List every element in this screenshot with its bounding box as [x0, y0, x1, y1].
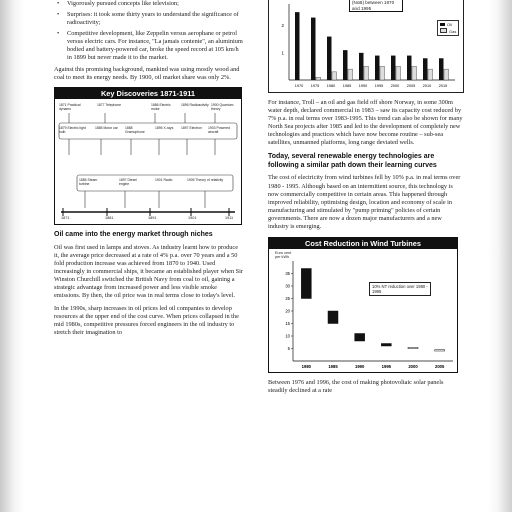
y-tick-label: 25	[285, 295, 290, 301]
page-edge-shadow	[488, 0, 512, 512]
timeline-label: 1877 Telephone	[97, 103, 122, 108]
x-tick-label: 1990	[355, 363, 365, 369]
paragraph: The cost of electricity from wind turbines fell by 10% p.a. in real terms over 1980 - 1995. Although based on an intermittent source, this technology is now commercially competitive in certain areas. This happened through improved reliability, optimising design, location and economy of scale in manufacturing and stimulated by "pump priming" policies of certain governments. There are now a dozen major manufacturers and a new industry is emerging.	[268, 174, 461, 230]
timeline-label: 1897 Diesel engine	[119, 178, 137, 187]
x-tick-label: 1985	[342, 84, 352, 88]
x-tick-label: 1995	[374, 84, 384, 88]
bar-oil	[439, 58, 444, 80]
y-tick-label: 30	[285, 283, 290, 289]
bullet-item: • Vigorously pursued concepts like television;	[54, 0, 244, 8]
timeline-diagram	[55, 99, 241, 223]
page-edge-shadow	[0, 0, 24, 512]
cost-range-bar	[328, 311, 338, 324]
axis-year: 1901	[188, 216, 197, 221]
x-tick-label: 2000	[408, 363, 418, 369]
paragraph: Oil was first used in lamps and stoves. As industry learnt how to produce it, the average price decreased at a rate of 4% p.a. over 70 years and a 50 fold production increase was achieved from 1870 to 1940. Used increasingly in commercial ships, it became an established player when Sir Winston Churchill switched the British Navy from coal to oil, gaining a strategic advantage from increased power and less visible smoke emissions. By then, the oil price was in real terms close to today's level.	[54, 244, 244, 300]
x-tick-label: 1975	[310, 84, 320, 88]
axis-year: 1881	[105, 216, 114, 221]
y-tick-label: 10	[285, 333, 290, 339]
x-tick-label: 1995	[381, 363, 391, 369]
key-discoveries-figure	[54, 87, 242, 225]
bar-oil	[295, 12, 300, 80]
paragraph: For instance, Troll – an oil and gas field off shore Norway, in some 300m water depth, declared commercial in 1983 – saw its capacity cost reduced by 7% p.a. in real terms over 1983-1995. This trend can also be shown for many North Sea projects after 1985 and led to the development of completely new technologies and practices which have now become routine – sub-sea satellites, unmanned platforms, long range deviated wells.	[268, 99, 463, 147]
figure-title: Cost Reduction in Wind Turbines	[269, 238, 457, 249]
bar-oil	[423, 58, 428, 80]
timeline-label: 1886 Electric motor	[151, 103, 171, 112]
timeline-label: 1896 Radioactivity	[181, 103, 209, 108]
x-tick-label: 1985	[328, 363, 338, 369]
x-tick-label: 1980	[326, 84, 336, 88]
bar-gas	[364, 66, 369, 80]
cost-range-bar	[355, 333, 365, 341]
timeline-label: 1905 Theory of relativity	[187, 178, 224, 183]
y-tick-label: 2	[281, 23, 284, 29]
figure-title: Key Discoveries 1871-1911	[55, 88, 241, 99]
bar-gas	[348, 69, 353, 80]
chart-annotation: (NoB) between 1970 and 1995	[349, 0, 403, 12]
x-tick-label: 2015	[438, 84, 448, 88]
bar-oil	[327, 37, 332, 80]
y-tick-label: 5	[287, 345, 290, 351]
paragraph: In the 1990s, sharp increases in oil prices led oil companies to develop resources at the upper end of the cost curve. When prices collapsed in the mid 1980s, competitive pressures forced engineers in the oil industry to stretch their imagination to	[54, 305, 239, 337]
x-tick-label: 2010	[422, 84, 432, 88]
bar-gas	[332, 72, 337, 80]
timeline-label: 1888 Gramophone	[125, 126, 145, 135]
x-tick-label: 1970	[294, 84, 304, 88]
bullet-list	[54, 0, 244, 62]
paragraph: Against this promising background, mankind was using mostly wood and coal to meet its energy needs. By 1900, oil market share was only 2%.	[54, 66, 240, 82]
axis-year: 1911	[225, 216, 234, 221]
chart-legend	[437, 20, 459, 36]
timeline-label: 1895 X-rays	[155, 126, 174, 131]
cost-range-bar	[381, 343, 391, 346]
legend-gas: Gas	[440, 28, 456, 35]
section-heading: Today, several renewable energy technologies are following a similar path down their learning curves	[268, 153, 437, 169]
x-tick-label: 1990	[358, 84, 368, 88]
chart-ylabel: Euro cent per kWh	[275, 250, 292, 260]
wind-cost-figure	[268, 237, 458, 373]
section-heading: Oil came into the energy market through niches	[54, 231, 213, 239]
y-tick-label: 20	[285, 308, 290, 314]
legend-oil: Oil	[440, 22, 456, 28]
cost-range-bar	[435, 350, 445, 351]
cost-range-bar	[301, 268, 311, 298]
bar-oil	[359, 53, 364, 80]
y-tick-label: 35	[285, 270, 290, 276]
timeline-label: 1897 Electron	[181, 126, 202, 131]
bar-oil	[407, 56, 412, 80]
left-column	[54, 0, 244, 343]
timeline-label: 1885 Motor car	[95, 126, 118, 131]
bar-oil	[391, 56, 396, 80]
axis-year: 1871	[61, 216, 70, 221]
timeline-label: 1871 Practical dynamo	[59, 103, 81, 112]
x-tick-label: 1980	[301, 363, 311, 369]
x-tick-label: 2005	[406, 84, 416, 88]
y-tick-label: 15	[285, 320, 290, 326]
paragraph: Between 1976 and 1996, the cost of making photovoltaic solar panels steadily declined at a rate	[268, 378, 444, 394]
bullet-item: • Competitive development, like Zeppelin versus aerophane or petrol versus electric cars. For instance, "La jamais contente", an aluminium bodied and battery-powered car, broke the speed record at 105 km/h in 1899 but never made it to the market.	[54, 30, 244, 62]
timeline-label: 1900 Quantum theory	[211, 103, 234, 112]
bar-oil	[375, 56, 380, 80]
bullet-item: • Surprises: it took some thirty years to understand the significance of radioactivity;	[54, 11, 244, 27]
y-tick-label: 1	[281, 50, 284, 56]
wind-cost-chart-svg	[269, 249, 457, 371]
bar-gas	[396, 66, 401, 80]
timeline-label: 1901 Radio	[155, 178, 173, 183]
timeline-label: 1885 Steam turbine	[79, 178, 98, 187]
right-column	[268, 0, 464, 400]
bar-gas	[444, 69, 449, 80]
axis-year: 1891	[148, 216, 157, 221]
timeline-label: 1879 Electric light bulb	[59, 126, 86, 135]
bar-gas	[428, 69, 433, 80]
oil-gas-chart	[268, 0, 464, 93]
bar-gas	[316, 77, 321, 80]
oil-gas-chart-svg	[269, 0, 463, 92]
bar-gas	[412, 66, 417, 80]
timeline-label: 1903 Powered aircraft	[208, 126, 230, 135]
chart-annotation: 10% NT reduction over 1980 - 1995	[369, 282, 431, 296]
bar-oil	[311, 18, 316, 80]
x-tick-label: 2005	[435, 363, 445, 369]
x-tick-label: 2000	[390, 84, 400, 88]
bar-oil	[343, 50, 348, 80]
cost-range-bar	[408, 347, 418, 348]
bar-gas	[380, 66, 385, 80]
